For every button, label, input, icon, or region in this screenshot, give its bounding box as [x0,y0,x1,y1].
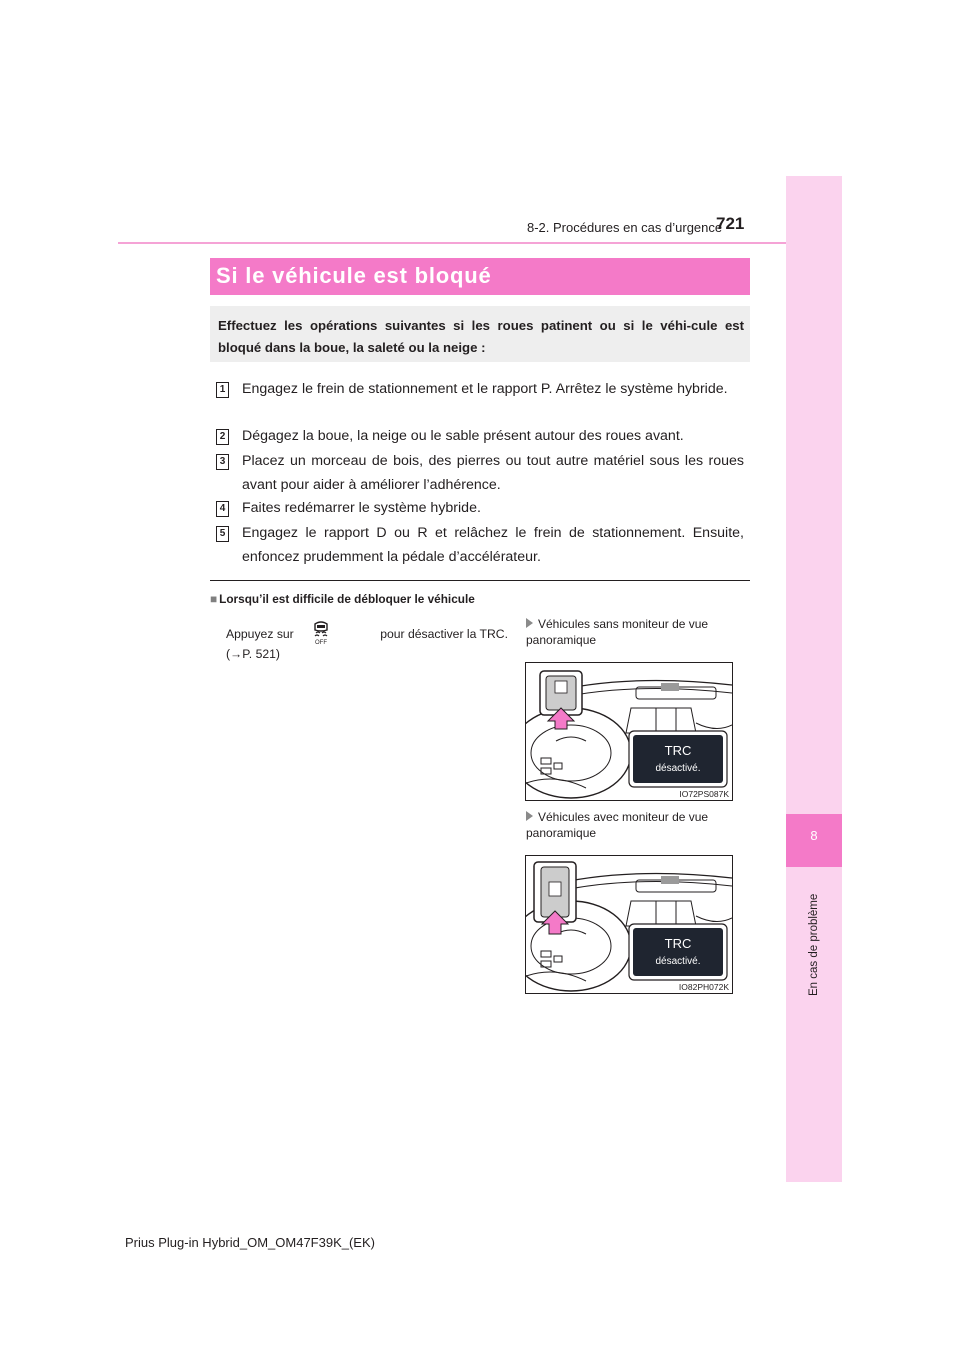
step-number: 4 [216,501,229,517]
figure-code: IO72PS087K [679,789,729,799]
step-text: Dégagez la boue, la neige ou le sable présent autour des roues avant. [242,428,684,444]
triangle-bullet-icon [526,618,533,628]
page-number: 721 [716,214,745,233]
chapter-title: En cas de problème [808,893,820,996]
step-number: 1 [216,382,229,398]
display-message-line2: désactivé. [655,763,701,774]
step-text: Faites redémarrer le système hybride. [242,500,481,516]
chapter-side-strip [786,176,842,1182]
trc-off-icon: OFF [310,620,332,646]
display-message-line1: TRC [664,743,692,758]
document-footer: Prius Plug-in Hybrid_OM_OM47F39K_(EK) [125,1235,375,1250]
step-text: Engagez le rapport D ou R et relâchez le frein de stationnement. Ensuite, enfoncez prudemment la pédale d’accélérateur. [242,525,744,565]
chapter-number: 8 [810,828,818,843]
dashboard-illustration [525,855,733,994]
display-message-line2: désactivé. [655,956,701,967]
step-text: Engagez le frein de stationnement et le rapport P. Arrêtez le système hybride. [242,381,728,397]
page-title: Si le véhicule est bloqué [216,263,492,288]
step-text: Placez un morceau de bois, des pierres ou tout autre matériel sous les roues avant pour aider à améliorer l’adhérence. [242,453,744,493]
intro-text: Effectuez les opérations suivantes si les roues patinent ou si le véhi-cule est bloqué dans la boue, la saleté ou la neige : [218,318,744,355]
dashboard-illustration [525,662,733,801]
subsection-heading: ■ Lorsqu’il est difficile de débloquer le véhicule [210,592,475,606]
section-divider [210,580,750,581]
subsection-text: Appuyez sur pour désactiver la TRC. (→P. 521) [226,624,508,664]
display-message-line1: TRC [664,936,692,951]
section-reference: 8-2. Procédures en cas d’urgence [527,220,723,235]
step-number: 5 [216,526,229,542]
page-reference: (→P. 521) [226,647,280,661]
chapter-title-vertical [808,868,822,1008]
figure-caption: Véhicules sans moniteur de vue panoramique [526,617,709,647]
step-number: 2 [216,429,229,445]
step-number: 3 [216,454,229,470]
figure-caption: Véhicules avec moniteur de vue panoramique [526,810,709,840]
triangle-bullet-icon [526,811,533,821]
square-bullet-icon: ■ [210,592,218,606]
figure-code: IO82PH072K [678,982,729,992]
header-divider [118,242,841,244]
